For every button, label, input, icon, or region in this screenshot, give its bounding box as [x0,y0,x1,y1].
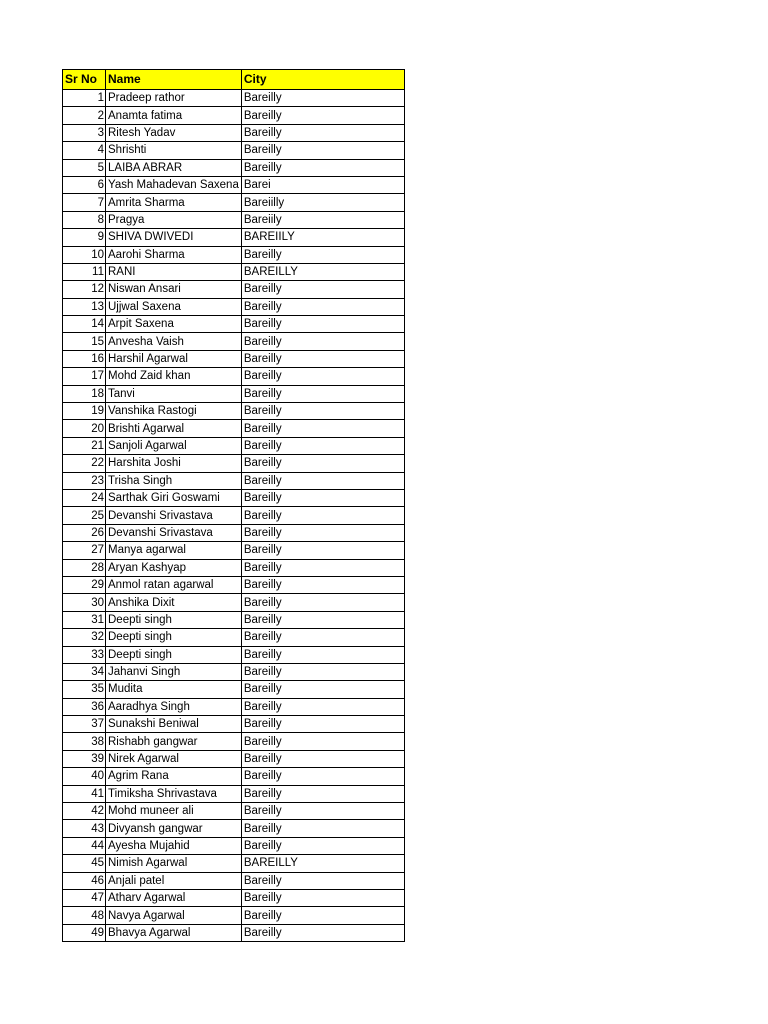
sr-no-cell: 47 [63,889,106,906]
table-row [63,716,405,733]
name-cell: Harshil Agarwal [106,350,242,367]
sr-no-cell: 41 [63,785,106,802]
table-row [63,263,405,280]
name-cell: Trisha Singh [106,472,242,489]
table-row [63,298,405,315]
sr-no-cell: 8 [63,211,106,228]
sr-no-cell: 13 [63,298,106,315]
name-cell: Aryan Kashyap [106,559,242,576]
city-cell: Bareiily [241,211,404,228]
name-cell: Nirek Agarwal [106,750,242,767]
city-cell: Bareilly [241,768,404,785]
table-row [63,803,405,820]
name-cell: Anvesha Vaish [106,333,242,350]
name-cell: Aaradhya Singh [106,698,242,715]
city-cell: Bareilly [241,559,404,576]
city-cell: BAREILLY [241,855,404,872]
name-cell: Vanshika Rastogi [106,403,242,420]
sr-no-cell: 5 [63,159,106,176]
city-cell: Bareilly [241,159,404,176]
sr-no-cell: 40 [63,768,106,785]
sr-no-cell: 3 [63,124,106,141]
city-cell: Bareilly [241,803,404,820]
table-row [63,629,405,646]
city-cell: Bareilly [241,333,404,350]
city-cell: Bareilly [241,594,404,611]
table-row [63,837,405,854]
table-row [63,820,405,837]
sr-no-cell: 10 [63,246,106,263]
city-cell: Bareilly [241,907,404,924]
sr-no-cell: 49 [63,924,106,941]
city-cell: BAREIILY [241,229,404,246]
city-cell: Bareilly [241,281,404,298]
table-body [63,90,405,942]
name-cell: Sarthak Giri Goswami [106,489,242,506]
city-cell: Bareilly [241,455,404,472]
table-row [63,698,405,715]
name-cell: Deepti singh [106,611,242,628]
name-cell: Devanshi Srivastava [106,524,242,541]
sr-no-cell: 21 [63,437,106,454]
sr-no-cell: 18 [63,385,106,402]
table-row [63,368,405,385]
table-row [63,385,405,402]
table-row [63,124,405,141]
city-cell: Bareilly [241,90,404,107]
name-cell: Brishti Agarwal [106,420,242,437]
city-cell: Bareilly [241,889,404,906]
name-cell: Navya Agarwal [106,907,242,924]
participants-table [62,69,405,942]
header-sr-no: Sr No [63,70,106,90]
sr-no-cell: 6 [63,176,106,193]
city-cell: Bareilly [241,750,404,767]
sr-no-cell: 26 [63,524,106,541]
header-row [63,70,405,90]
table-row [63,107,405,124]
city-cell: Bareiilly [241,194,404,211]
city-cell: Barei [241,176,404,193]
sr-no-cell: 15 [63,333,106,350]
name-cell: Rishabh gangwar [106,733,242,750]
name-cell: Shrishti [106,142,242,159]
table-row [63,489,405,506]
sr-no-cell: 33 [63,646,106,663]
name-cell: Mohd muneer ali [106,803,242,820]
sr-no-cell: 35 [63,681,106,698]
sr-no-cell: 29 [63,576,106,593]
table-row [63,333,405,350]
table-row [63,646,405,663]
table-row [63,403,405,420]
sr-no-cell: 24 [63,489,106,506]
header-name: Name [106,70,242,90]
sr-no-cell: 45 [63,855,106,872]
city-cell: Bareilly [241,385,404,402]
city-cell: Bareilly [241,872,404,889]
name-cell: Anmol ratan agarwal [106,576,242,593]
table-row [63,750,405,767]
name-cell: Deepti singh [106,629,242,646]
sr-no-cell: 1 [63,90,106,107]
name-cell: Anjali patel [106,872,242,889]
name-cell: Niswan Ansari [106,281,242,298]
table-row [63,924,405,941]
name-cell: Harshita Joshi [106,455,242,472]
name-cell: Bhavya Agarwal [106,924,242,941]
table-row [63,576,405,593]
sr-no-cell: 7 [63,194,106,211]
sr-no-cell: 4 [63,142,106,159]
name-cell: Ujjwal Saxena [106,298,242,315]
name-cell: Mudita [106,681,242,698]
city-cell: BAREILLY [241,263,404,280]
table-row [63,855,405,872]
table-row [63,507,405,524]
sr-no-cell: 12 [63,281,106,298]
table-row [63,472,405,489]
name-cell: Sunakshi Beniwal [106,716,242,733]
sr-no-cell: 2 [63,107,106,124]
sr-no-cell: 11 [63,263,106,280]
city-cell: Bareilly [241,611,404,628]
name-cell: Manya agarwal [106,542,242,559]
sr-no-cell: 28 [63,559,106,576]
table-row [63,281,405,298]
table-row [63,542,405,559]
table-row [63,142,405,159]
header-city: City [241,70,404,90]
city-cell: Bareilly [241,646,404,663]
table-row [63,611,405,628]
sr-no-cell: 9 [63,229,106,246]
name-cell: LAIBA ABRAR [106,159,242,176]
sr-no-cell: 38 [63,733,106,750]
table-row [63,350,405,367]
table-row [63,889,405,906]
name-cell: Divyansh gangwar [106,820,242,837]
name-cell: Jahanvi Singh [106,663,242,680]
city-cell: Bareilly [241,420,404,437]
table-row [63,768,405,785]
city-cell: Bareilly [241,698,404,715]
table-row [63,872,405,889]
city-cell: Bareilly [241,576,404,593]
sr-no-cell: 31 [63,611,106,628]
city-cell: Bareilly [241,837,404,854]
city-cell: Bareilly [241,316,404,333]
table-row [63,785,405,802]
name-cell: Pragya [106,211,242,228]
city-cell: Bareilly [241,403,404,420]
sr-no-cell: 42 [63,803,106,820]
sr-no-cell: 34 [63,663,106,680]
name-cell: Sanjoli Agarwal [106,437,242,454]
sr-no-cell: 27 [63,542,106,559]
sr-no-cell: 39 [63,750,106,767]
table-row [63,194,405,211]
name-cell: Ayesha Mujahid [106,837,242,854]
name-cell: Tanvi [106,385,242,402]
name-cell: RANI [106,263,242,280]
city-cell: Bareilly [241,820,404,837]
sr-no-cell: 46 [63,872,106,889]
sr-no-cell: 23 [63,472,106,489]
city-cell: Bareilly [241,246,404,263]
city-cell: Bareilly [241,716,404,733]
name-cell: Anamta fatima [106,107,242,124]
sr-no-cell: 37 [63,716,106,733]
city-cell: Bareilly [241,298,404,315]
table-row [63,524,405,541]
city-cell: Bareilly [241,368,404,385]
city-cell: Bareilly [241,663,404,680]
name-cell: Anshika Dixit [106,594,242,611]
sr-no-cell: 16 [63,350,106,367]
table-row [63,907,405,924]
sr-no-cell: 20 [63,420,106,437]
name-cell: Nimish Agarwal [106,855,242,872]
city-cell: Bareilly [241,524,404,541]
name-cell: Amrita Sharma [106,194,242,211]
sr-no-cell: 22 [63,455,106,472]
table-row [63,594,405,611]
table-row [63,316,405,333]
name-cell: Mohd Zaid khan [106,368,242,385]
name-cell: Aarohi Sharma [106,246,242,263]
table-row [63,176,405,193]
name-cell: Devanshi Srivastava [106,507,242,524]
table-row [63,229,405,246]
city-cell: Bareilly [241,107,404,124]
sr-no-cell: 36 [63,698,106,715]
name-cell: Agrim Rana [106,768,242,785]
table-row [63,437,405,454]
city-cell: Bareilly [241,507,404,524]
sr-no-cell: 30 [63,594,106,611]
sr-no-cell: 48 [63,907,106,924]
table-row [63,159,405,176]
city-cell: Bareilly [241,542,404,559]
sr-no-cell: 32 [63,629,106,646]
sr-no-cell: 17 [63,368,106,385]
name-cell: Timiksha Shrivastava [106,785,242,802]
table-row [63,211,405,228]
city-cell: Bareilly [241,489,404,506]
table-header [63,70,405,90]
sr-no-cell: 44 [63,837,106,854]
name-cell: Arpit Saxena [106,316,242,333]
table-row [63,681,405,698]
city-cell: Bareilly [241,681,404,698]
table-row [63,90,405,107]
sr-no-cell: 43 [63,820,106,837]
table-row [63,663,405,680]
name-cell: Deepti singh [106,646,242,663]
sr-no-cell: 25 [63,507,106,524]
table-row [63,559,405,576]
sr-no-cell: 14 [63,316,106,333]
city-cell: Bareilly [241,124,404,141]
city-cell: Bareilly [241,785,404,802]
name-cell: Pradeep rathor [106,90,242,107]
city-cell: Bareilly [241,350,404,367]
city-cell: Bareilly [241,472,404,489]
city-cell: Bareilly [241,924,404,941]
name-cell: Ritesh Yadav [106,124,242,141]
city-cell: Bareilly [241,733,404,750]
table-row [63,733,405,750]
name-cell: Atharv Agarwal [106,889,242,906]
name-cell: SHIVA DWIVEDI [106,229,242,246]
city-cell: Bareilly [241,629,404,646]
sr-no-cell: 19 [63,403,106,420]
table-row [63,246,405,263]
table-row [63,455,405,472]
name-cell: Yash Mahadevan Saxena [106,176,242,193]
city-cell: Bareilly [241,142,404,159]
city-cell: Bareilly [241,437,404,454]
table-row [63,420,405,437]
